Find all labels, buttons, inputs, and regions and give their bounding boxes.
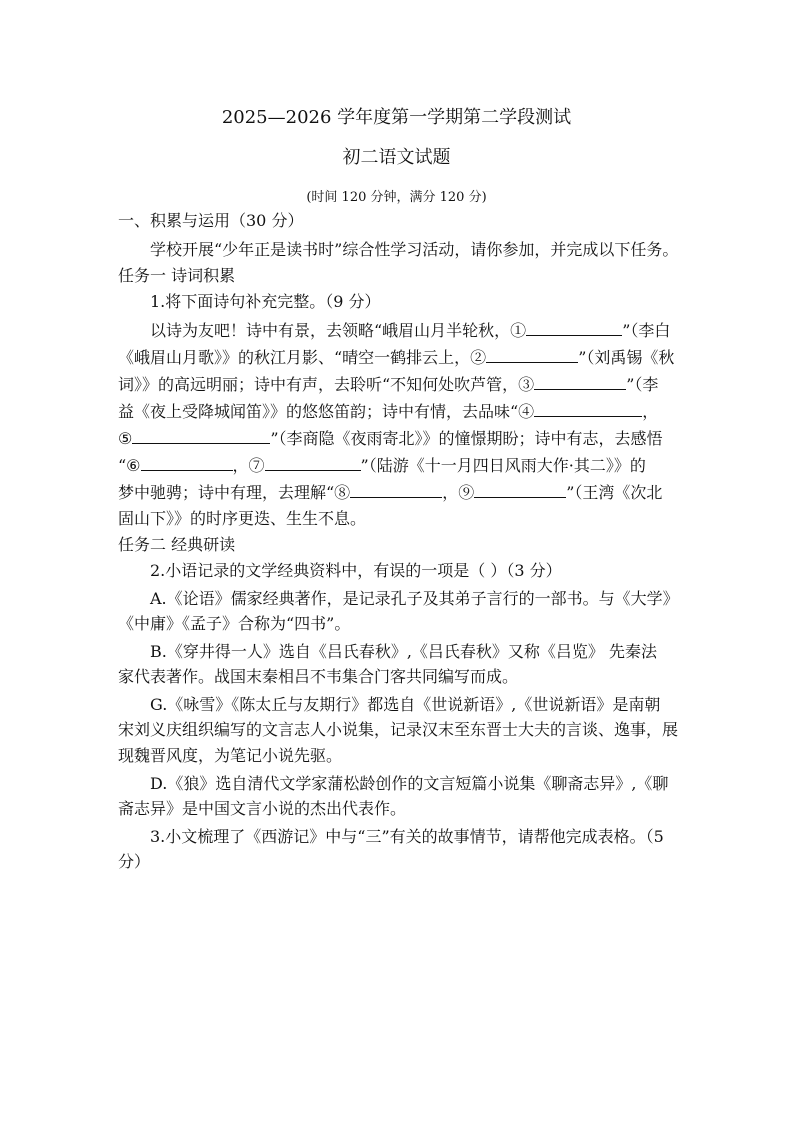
poem-paragraph-line-2 <box>118 347 678 368</box>
blank-3[interactable] <box>534 374 626 390</box>
text: ，⑦ <box>232 456 265 475</box>
blank-2[interactable] <box>486 347 578 363</box>
poem-paragraph-line-6 <box>118 455 678 476</box>
blank-8[interactable] <box>350 482 442 498</box>
text: “⑥ <box>118 456 141 475</box>
task2-heading: 任务二 经典研读 <box>118 535 236 554</box>
text: ”（李商隐《夜雨寄北》》的憧憬期盼；诗中有志，去感悟 <box>270 429 663 448</box>
blank-6[interactable] <box>141 455 233 471</box>
exam-time-note: (时间 120 分钟，满分 120 分) <box>306 190 487 205</box>
text: 《峨眉山月歌》》的秋江月影、“晴空一鹤排云上，② <box>118 348 487 367</box>
blank-1[interactable] <box>526 320 622 336</box>
text: ”（王湾《次北 <box>566 483 663 502</box>
text: ，⑨ <box>442 483 475 502</box>
option-c-line-2: 宋刘义庆组织编写的文言志人小说集，记录汉末至东晋士大夫的言谈、逸事，展 <box>118 720 679 739</box>
task1-heading: 任务一 诗词积累 <box>118 266 236 285</box>
text: ⑤ <box>118 429 133 448</box>
blank-5[interactable] <box>132 428 270 444</box>
question-3-line-1: 3.小文梳理了《西游记》中与“三”有关的故事情节，请帮他完成表格。（5 <box>150 827 664 846</box>
question-1: 1.将下面诗句补充完整。（9 分） <box>150 292 381 311</box>
option-c-line-1: G.《咏雪》《陈太丘与友期行》都选自《世说新语》,《世说新语》是南朝 <box>150 695 661 714</box>
question-3-line-2: 分） <box>118 852 151 871</box>
text: 以诗为友吧！诗中有景，去领略“峨眉山月半轮秋，① <box>150 321 527 340</box>
option-d-line-2: 斋志异》是中国文言小说的杰出代表作。 <box>118 799 407 818</box>
text: 益《夜上受降城闻笛》》的悠悠笛韵；诗中有情，去品味“④ <box>118 402 535 421</box>
exam-subtitle: 初二语文试题 <box>342 147 451 168</box>
option-c-line-3: 现魏晋风度，为笔记小说先驱。 <box>118 746 343 765</box>
text: 词》》的高远明丽；诗中有声，去聆听“不知何处吹芦管，③ <box>118 375 535 394</box>
poem-paragraph-line-5 <box>118 428 678 449</box>
poem-paragraph-line-8: 固山下》》的时序更迭、生生不息。 <box>118 509 367 528</box>
blank-9[interactable] <box>474 482 566 498</box>
question-2: 2.小语记录的文学经典资料中，有误的一项是（ ）（3 分） <box>150 561 562 580</box>
text: ， <box>642 402 659 421</box>
option-b-line-1: B.《穿井得一人》选自《吕氏春秋》,《吕氏春秋》又称《吕览》 先秦法 <box>150 642 658 661</box>
option-a-line-2: 《中庸》《孟子》合称为“四书”。 <box>118 614 351 633</box>
text: ”（李白 <box>622 321 671 340</box>
poem-paragraph-line-1 <box>150 320 710 341</box>
blank-7[interactable] <box>265 455 361 471</box>
exam-title: 2025—2026 学年度第一学期第二学段测试 <box>221 107 572 128</box>
poem-paragraph-line-3 <box>118 374 678 395</box>
option-a-line-1: A.《论语》儒家经典著作，是记录孔子及其弟子言行的一部书。与《大学》 <box>150 589 679 608</box>
poem-paragraph-line-4 <box>118 401 678 422</box>
section-heading: 一、积累与运用（30 分） <box>118 211 304 230</box>
activity-intro: 学校开展“少年正是读书时”综合性学习活动，请你参加，并完成以下任务。 <box>150 240 679 259</box>
blank-4[interactable] <box>534 401 642 417</box>
text: 梦中驰骋；诗中有理，去理解“⑧ <box>118 483 351 502</box>
text: ”（陆游《十一月四日风雨大作·其二》》的 <box>360 456 646 475</box>
text: ”（李 <box>626 375 659 394</box>
option-b-line-2: 家代表著作。战国末秦相吕不韦集合门客共同编写而成。 <box>118 667 519 686</box>
poem-paragraph-line-7 <box>118 482 678 503</box>
option-d-line-1: D.《狼》选自清代文学家蒲松龄创作的文言短篇小说集《聊斋志异》,《聊 <box>150 774 669 793</box>
text: ”（刘禹锡《秋 <box>578 348 675 367</box>
